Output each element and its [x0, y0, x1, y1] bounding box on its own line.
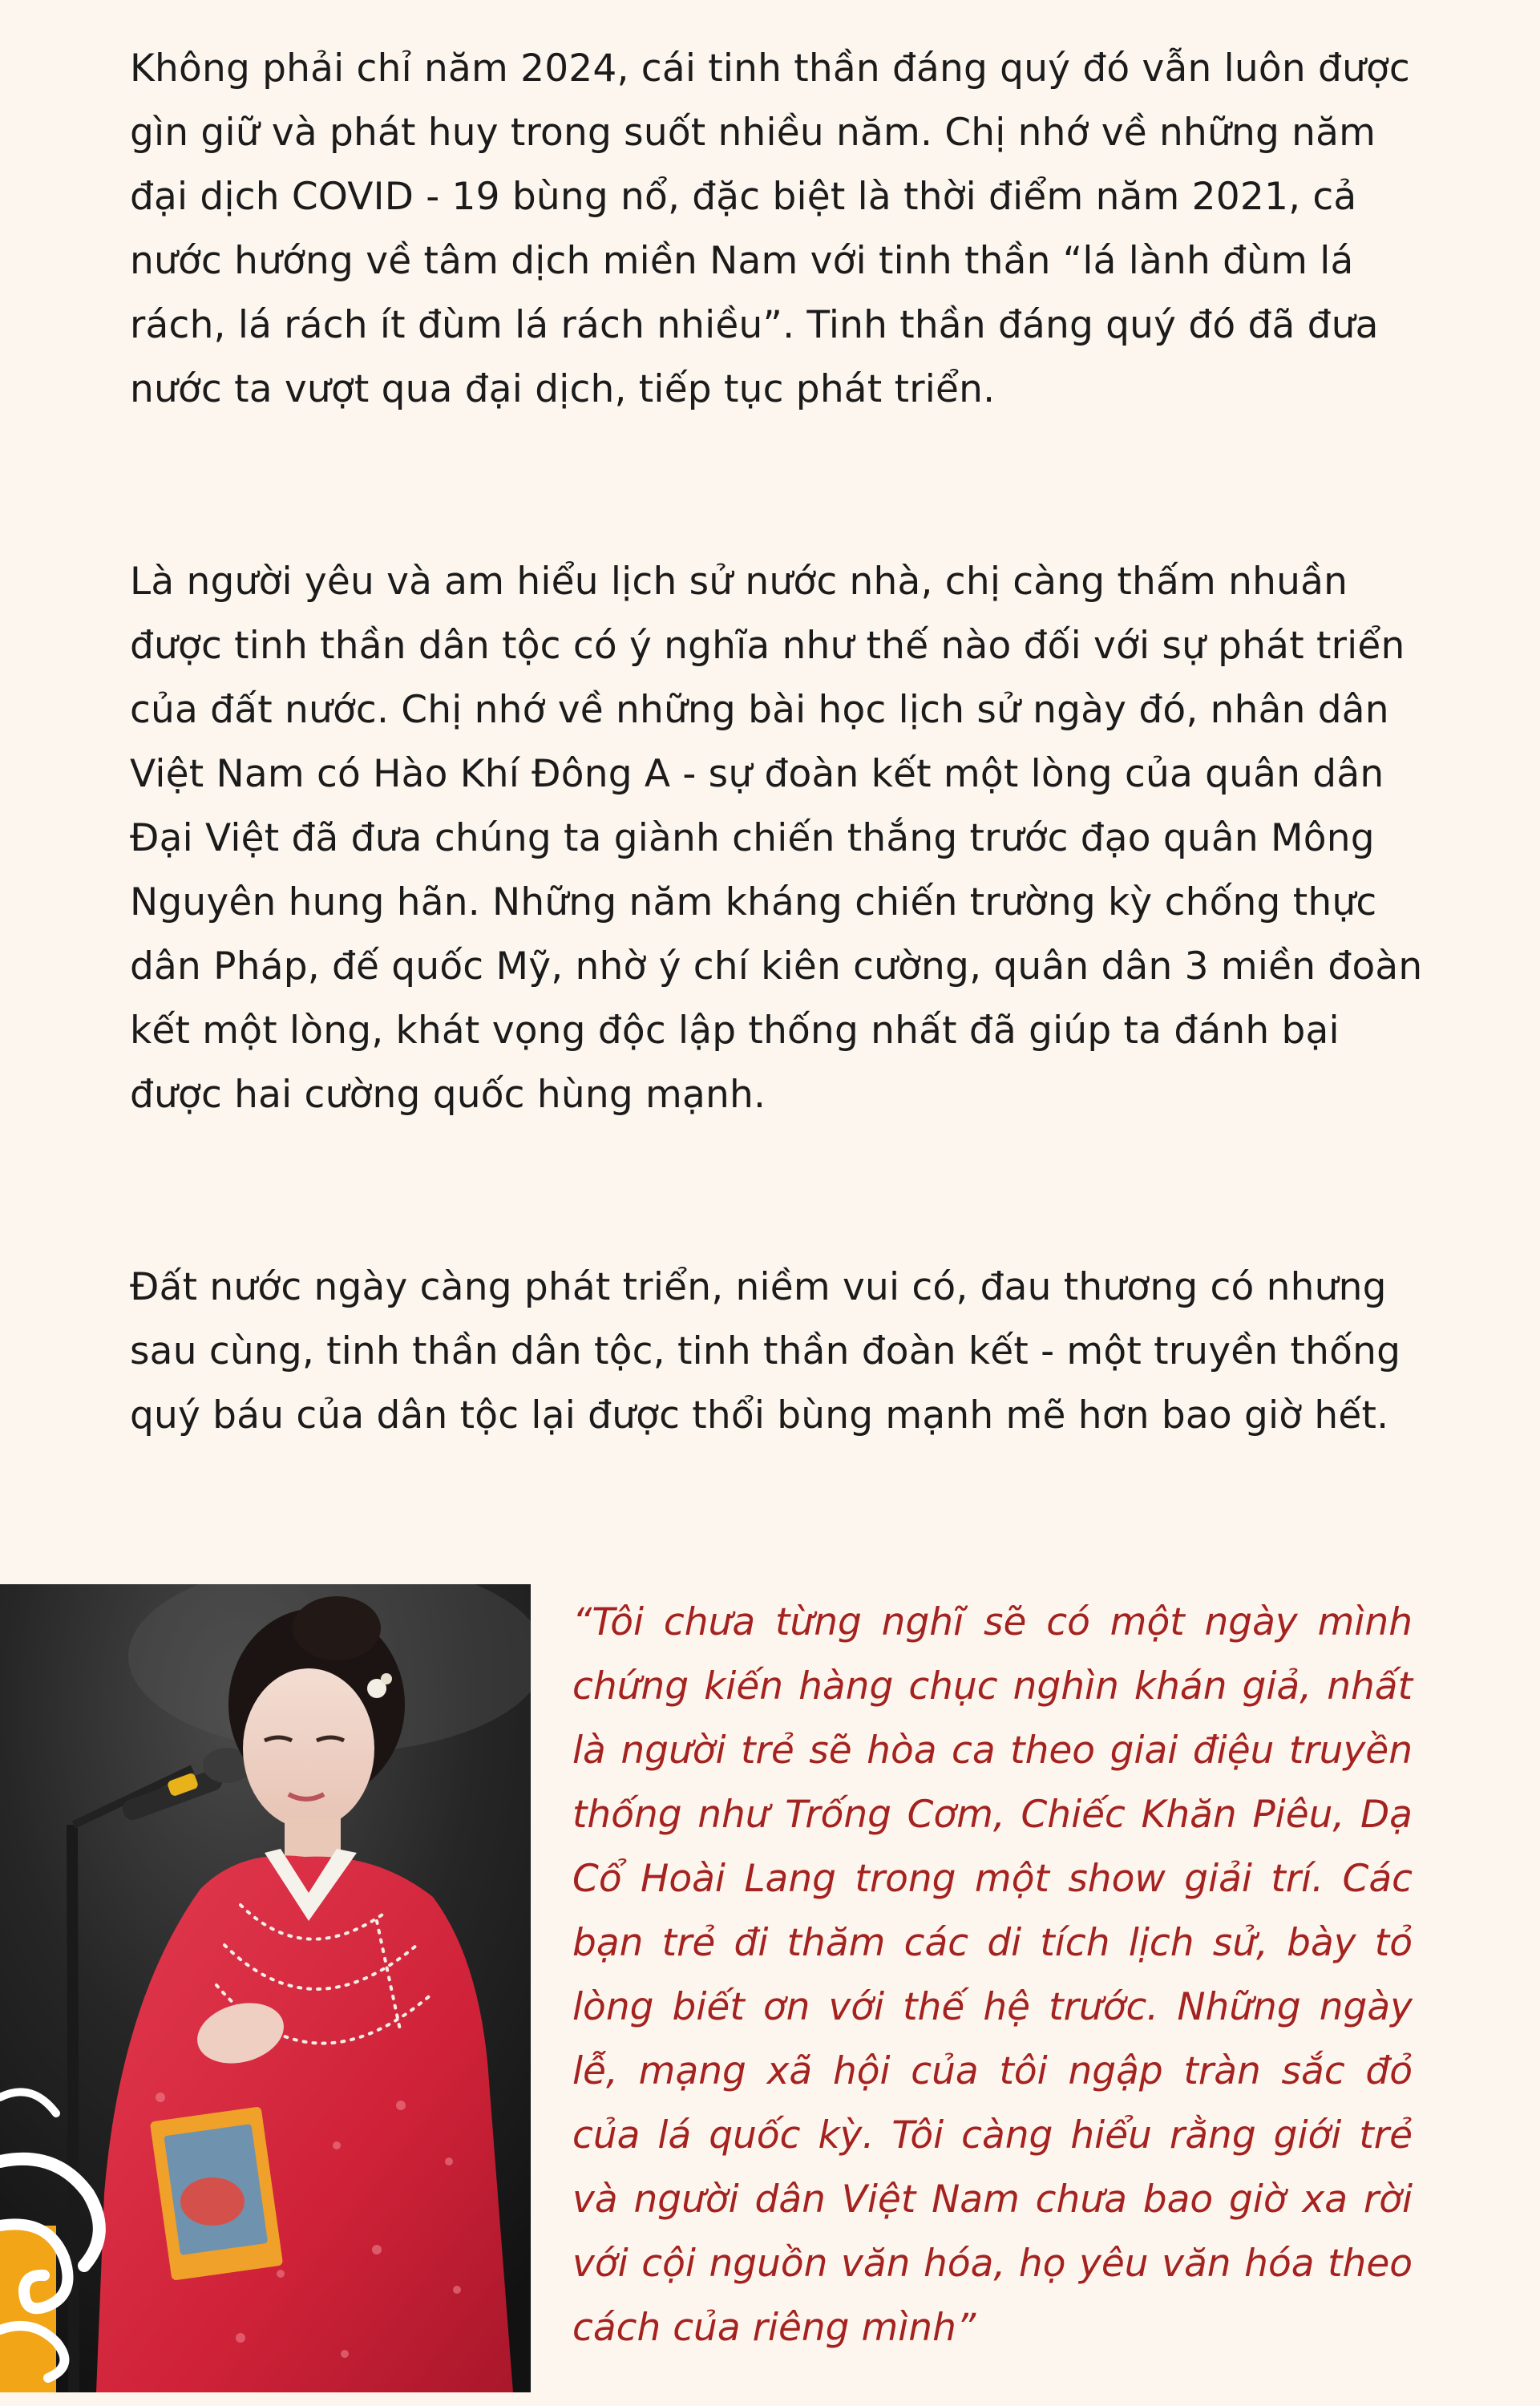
speaker-photo [0, 1584, 531, 2392]
paragraph-2: Là người yêu và am hiểu lịch sử nước nhà, chị càng thấm nhuần được tinh thần dân tộc có ý nghĩa như thế nào đối với sự phát triển của đất nước. Chị nhớ về những bài học lịch sử ngày đó, nhân dân Việt Nam có Hào Khí Đông A - sự đoàn kết một lòng của quân dân Đại Việt đã đưa chúng ta giành chiến thắng trước đạo quân Mông Nguyên hung hãn. Những năm kháng chiến trường kỳ chống thực dân Pháp, đế quốc Mỹ, nhờ ý chí kiên cường, quân dân 3 miền đoàn kết một lòng, khát vọng độc lập thống nhất đã giúp ta đánh bại được hai cường quốc hùng mạnh. [130, 560, 1423, 1117]
pull-quote: “Tôi chưa từng nghĩ sẽ có một ngày mình chứng kiến hàng chục nghìn khán giả, nhất là người trẻ sẽ hòa ca theo giai điệu truyền thống như Trống Cơm, Chiếc Khăn Piêu, Dạ Cổ Hoài Lang trong một show giải trí. Các bạn trẻ đi thăm các di tích lịch sử, bày tỏ lòng biết ơn với thế hệ trước. Những ngày lễ, mạng xã hội của tôi ngập tràn sắc đỏ của lá quốc kỳ. Tôi càng hiểu rằng giới trẻ và người dân Việt Nam chưa bao giờ xa rời với cội nguồn văn hóa, họ yêu văn hóa theo cách của riêng mình” [572, 1600, 1413, 2350]
paragraph-3: Đất nước ngày càng phát triển, niềm vui có, đau thương có nhưng sau cùng, tinh thần dân tộc, tinh thần đoàn kết - một truyền thống quý báu của dân tộc lại được thổi bùng mạnh mẽ hơn bao giờ hết. [130, 1265, 1401, 1438]
paragraph-1: Không phải chỉ năm 2024, cái tinh thần đáng quý đó vẫn luôn được gìn giữ và phát huy trong suốt nhiều năm. Chị nhớ về những năm đại dịch COVID - 19 bùng nổ, đặc biệt là thời điểm năm 2021, cả nước hướng về tâm dịch miền Nam với tinh thần “lá lành đùm lá rách, lá rách ít đùm lá rách nhiều”. Tinh thần đáng quý đó đã đưa nước ta vượt qua đại dịch, tiếp tục phát triển. [130, 47, 1410, 411]
